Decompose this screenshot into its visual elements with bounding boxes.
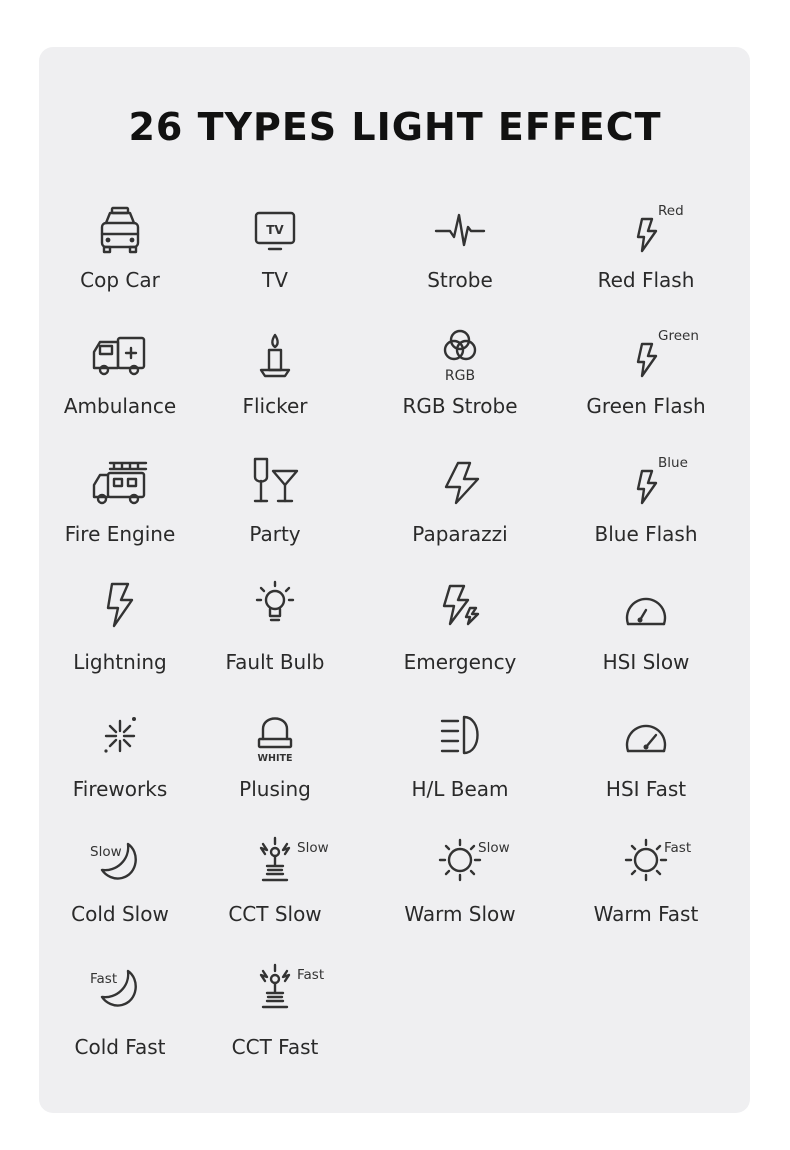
effect-label: HSI Fast: [605, 777, 687, 801]
gauge-slow-icon: [596, 584, 696, 644]
effect-label: Cold Fast: [74, 1035, 166, 1059]
effect-item: [546, 330, 746, 440]
rgb-icon-text: RGB: [444, 368, 476, 384]
effect-speed-label: Blue: [658, 455, 688, 471]
effect-item: [546, 457, 746, 567]
effect-label: Fire Engine: [64, 522, 176, 546]
effect-item: [175, 838, 375, 948]
effect-label: CCT Slow: [228, 902, 322, 926]
police-car-icon: [70, 205, 170, 265]
effect-item: [175, 584, 375, 694]
effect-label: RGB Strobe: [402, 394, 518, 418]
effect-item: [175, 965, 375, 1075]
gauge-fast-icon: [596, 711, 696, 771]
fireworks-icon: [70, 711, 170, 771]
effect-label: Lightning: [73, 650, 167, 674]
effect-speed-label: Fast: [297, 967, 325, 983]
effect-speed-label: Fast: [664, 840, 692, 856]
camera-flash-icon: [410, 457, 510, 517]
candle-icon: [225, 330, 325, 390]
white-icon-text: WHITE: [257, 753, 293, 764]
effect-label: Green Flash: [586, 394, 706, 418]
ambulance-icon: [70, 330, 170, 390]
effect-label: H/L Beam: [411, 777, 509, 801]
rgb-circles-icon: [410, 330, 510, 390]
effect-item: [546, 711, 746, 821]
effect-item: [175, 711, 375, 821]
effect-speed-label: Slow: [90, 844, 122, 860]
beacon-icon: [225, 711, 325, 771]
effect-label: Fault Bulb: [225, 650, 325, 674]
lightning-icon: [70, 584, 170, 644]
effect-label: Flicker: [242, 394, 308, 418]
svg-text:TV: TV: [266, 223, 284, 237]
effect-label: HSI Slow: [602, 650, 690, 674]
effect-label: Warm Slow: [404, 902, 516, 926]
effect-speed-label: Slow: [478, 840, 510, 856]
effect-item: [175, 330, 375, 440]
effect-item: [360, 584, 560, 694]
fire-truck-icon: [70, 457, 170, 517]
effect-item: [360, 838, 560, 948]
effect-item: [360, 330, 560, 440]
effect-item: [546, 838, 746, 948]
effect-label: Red Flash: [597, 268, 695, 292]
page-title: 26 TYPES LIGHT EFFECT: [128, 105, 662, 149]
effect-label: CCT Fast: [231, 1035, 319, 1059]
effect-item: [175, 457, 375, 567]
effect-label: Party: [249, 522, 301, 546]
bulb-icon: [225, 584, 325, 644]
effect-speed-label: Red: [658, 203, 684, 219]
effect-label: Blue Flash: [594, 522, 698, 546]
effect-speed-label: Fast: [90, 971, 118, 987]
effect-label: Plusing: [239, 777, 311, 801]
moon-icon: [70, 965, 170, 1025]
effect-label: Strobe: [427, 268, 493, 292]
effect-item: [546, 205, 746, 315]
effect-speed-label: Slow: [297, 840, 329, 856]
effect-label: Ambulance: [63, 394, 177, 418]
effect-speed-label: Green: [658, 328, 699, 344]
emergency-bolt-icon: [410, 584, 510, 644]
effect-label: TV: [262, 268, 288, 292]
effect-item: [360, 205, 560, 315]
effect-item: [360, 711, 560, 821]
effect-label: Paparazzi: [412, 522, 508, 546]
headlight-icon: [410, 711, 510, 771]
pulse-icon: [410, 205, 510, 265]
tv-icon: [225, 205, 325, 265]
effect-label: Fireworks: [72, 777, 168, 801]
effect-item: [546, 584, 746, 694]
effect-label: Cold Slow: [71, 902, 169, 926]
effect-label: Cop Car: [80, 268, 160, 292]
effect-label: Warm Fast: [593, 902, 699, 926]
effect-label: Emergency: [403, 650, 517, 674]
cocktail-glasses-icon: [225, 457, 325, 517]
effect-item: [360, 457, 560, 567]
effect-item: [175, 205, 375, 315]
